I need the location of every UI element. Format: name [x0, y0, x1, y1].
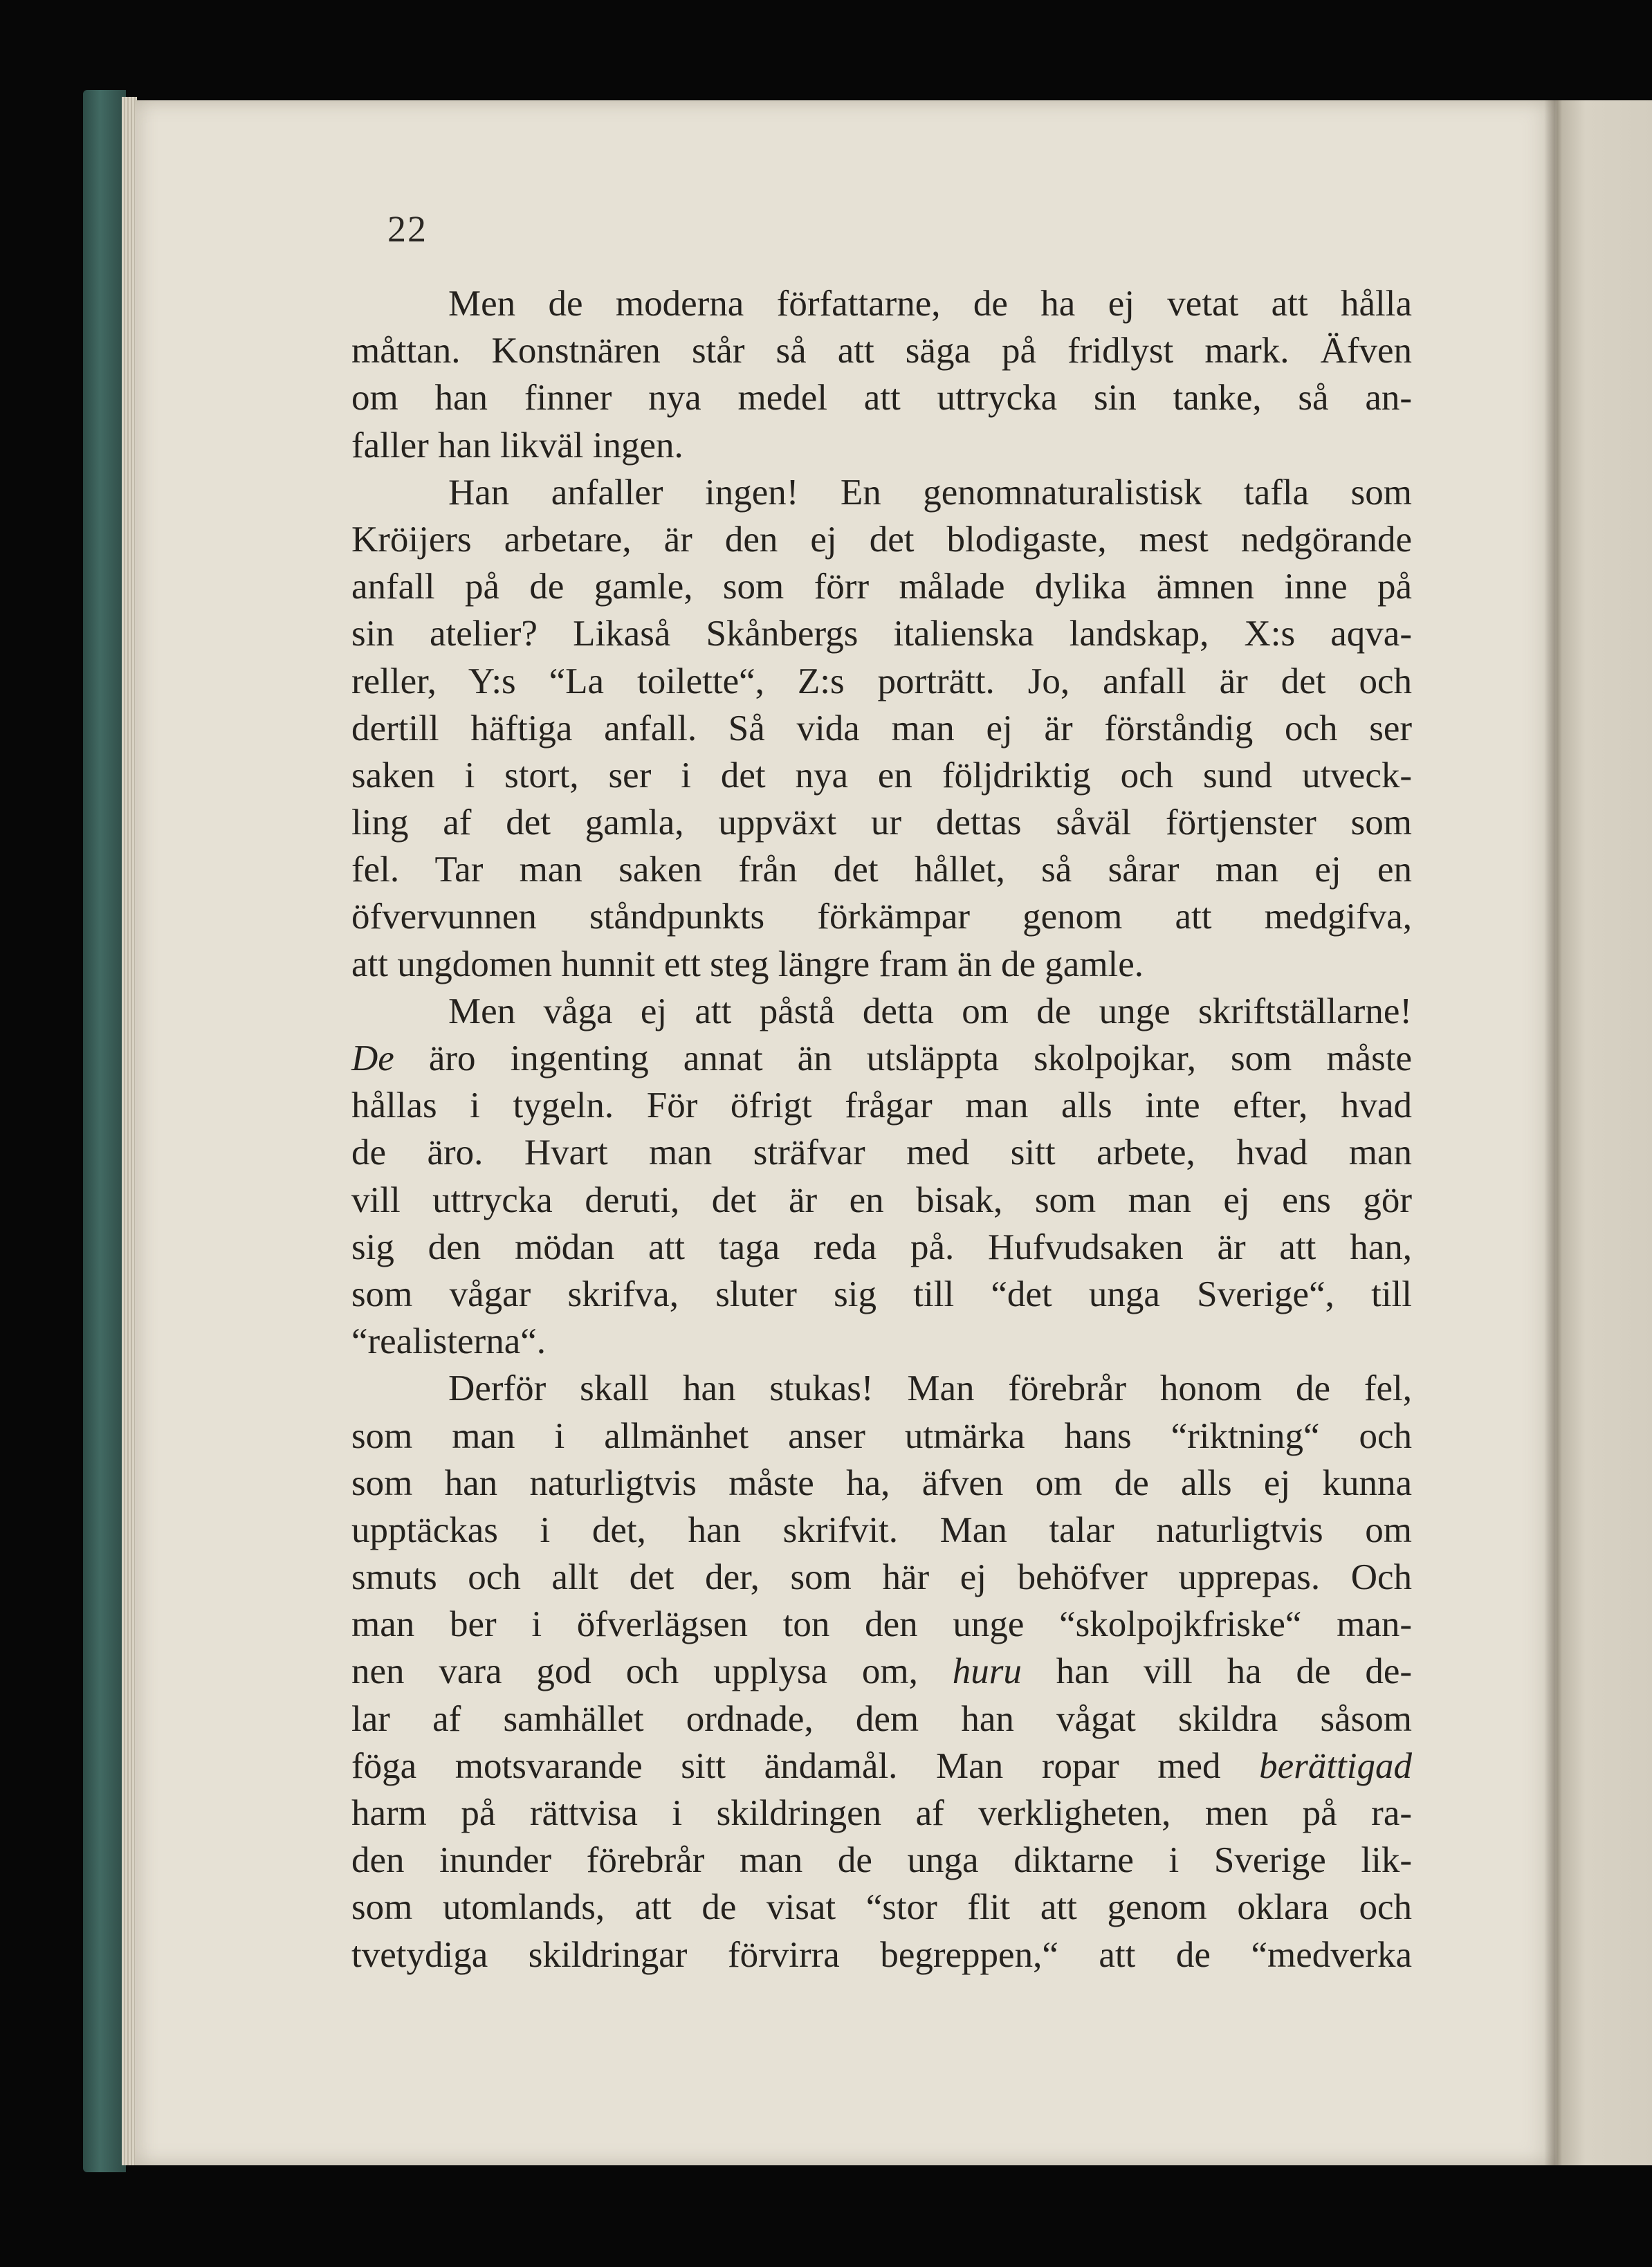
- text-line: [351, 1129, 1412, 1176]
- text-segment: som man i allmänhet anser utmärka hans “riktning“ och: [351, 1415, 1412, 1456]
- text-line: [351, 374, 1412, 421]
- page-gutter: [1544, 100, 1562, 2165]
- text-line: [351, 1224, 1412, 1271]
- text-segment: sin atelier? Likaså Skånbergs italienska landskap, X:s aqva-: [351, 614, 1412, 654]
- text-segment: dertill häftiga anfall. Så vida man ej är förståndig och ser: [351, 708, 1412, 749]
- text-line: [351, 563, 1412, 610]
- text-line: [351, 752, 1412, 799]
- text-segment: som utomlands, att de visat “stor flit att genom oklara och: [351, 1887, 1412, 1928]
- text-segment: saken i stort, ser i det nya en följdriktig och sund utveck-: [351, 755, 1412, 796]
- text-segment: de äro. Hvart man sträfvar med sitt arbete, hvad man: [351, 1132, 1412, 1173]
- page-number: 22: [387, 208, 428, 250]
- text-segment: att ungdomen hunnit ett steg längre fram än de gamle.: [351, 944, 1144, 984]
- text-line: [351, 1743, 1412, 1790]
- text-line: [351, 1460, 1412, 1507]
- text-line: [351, 1035, 1412, 1082]
- text-segment: Derför skall han stukas! Man förebrår honom de fel,: [448, 1368, 1412, 1409]
- text-segment: som han naturligtvis måste ha, äfven om de alls ej kunna: [351, 1462, 1412, 1503]
- text-segment: vill uttrycka deruti, det är en bisak, som man ej ens gör: [351, 1180, 1412, 1220]
- text-line: [351, 1648, 1412, 1695]
- body-text: [351, 280, 1412, 1979]
- text-segment: om han finner nya medel att uttrycka sin tanke, så an-: [351, 378, 1412, 419]
- text-line: [351, 1365, 1412, 1412]
- text-line: [351, 1082, 1412, 1129]
- text-segment: fel. Tar man saken från det hållet, så sårar man ej en: [351, 850, 1412, 890]
- text-line: [351, 1931, 1412, 1979]
- italic-text: De: [351, 1038, 394, 1079]
- text-line: [351, 516, 1412, 563]
- text-segment: föga motsvarande sitt ändamål. Man ropar med: [351, 1745, 1260, 1786]
- text-segment: upptäckas i det, han skrifvit. Man talar naturligtvis om: [351, 1509, 1412, 1550]
- text-segment: lar af samhället ordnade, dem han vågat skildra såsom: [351, 1698, 1412, 1739]
- text-line: [351, 610, 1412, 657]
- text-segment: öfvervunnen ståndpunkts förkämpar genom att medgifva,: [351, 897, 1412, 937]
- text-segment: den inunder förebrår man de unga diktarne i Sverige lik-: [351, 1840, 1412, 1881]
- text-segment: harm på rättvisa i skildringen af verkligheten, men på ra-: [351, 1793, 1412, 1833]
- text-line: [351, 846, 1412, 893]
- text-line: [351, 1177, 1412, 1224]
- text-segment: man ber i öfverlägsen ton den unge “skolpojkfriske“ man-: [351, 1604, 1412, 1645]
- text-segment: Men de moderna författarne, de ha ej vetat att hålla: [448, 284, 1412, 324]
- text-segment: Kröijers arbetare, är den ej det blodigaste, mest nedgörande: [351, 519, 1412, 560]
- text-segment: anfall på de gamle, som förr målade dylika ämnen inne på: [351, 567, 1412, 607]
- text-segment: reller, Y:s “La toilette“, Z:s porträtt. Jo, anfall är det och: [351, 661, 1412, 701]
- text-line: [351, 327, 1412, 374]
- text-segment: sig den mödan att taga reda på. Hufvudsaken är att han,: [351, 1227, 1412, 1267]
- text-segment: nen vara god och upplysa om,: [351, 1651, 953, 1692]
- text-line: [351, 705, 1412, 752]
- text-segment: hållas i tygeln. För öfrigt frågar man alls inte efter, hvad: [351, 1085, 1412, 1126]
- text-line: [351, 1601, 1412, 1648]
- text-line: [351, 1507, 1412, 1554]
- facing-page-edge: [1557, 100, 1652, 2165]
- text-line: [351, 988, 1412, 1035]
- text-line: [351, 1696, 1412, 1743]
- text-line: [351, 941, 1412, 988]
- text-segment: Han anfaller ingen! En genomnaturalistisk tafla som: [448, 472, 1412, 513]
- text-line: [351, 1790, 1412, 1837]
- text-line: [351, 1837, 1412, 1884]
- italic-text: berättigad: [1259, 1745, 1412, 1786]
- text-line: [351, 1318, 1412, 1365]
- text-line: [351, 799, 1412, 846]
- text-line: [351, 658, 1412, 705]
- text-segment: han vill ha de de-: [1021, 1651, 1412, 1692]
- text-line: [351, 280, 1412, 327]
- text-line: [351, 1554, 1412, 1601]
- text-segment: tvetydiga skildringar förvirra begreppen,“ att de “medverka: [351, 1934, 1412, 1975]
- text-line: [351, 1884, 1412, 1931]
- text-segment: smuts och allt det der, som här ej behöfver upprepas. Och: [351, 1557, 1412, 1598]
- text-line: [351, 893, 1412, 940]
- text-segment: måttan. Konstnären står så att säga på fridlyst mark. Äfven: [351, 331, 1412, 371]
- text-segment: ling af det gamla, uppväxt ur dettas såväl förtjenster som: [351, 802, 1412, 843]
- text-line: [351, 422, 1412, 469]
- text-segment: “realisterna“.: [351, 1321, 546, 1362]
- text-line: [351, 1413, 1412, 1460]
- text-line: [351, 469, 1412, 516]
- text-segment: som vågar skrifva, sluter sig till “det unga Sverige“, till: [351, 1274, 1412, 1314]
- text-segment: faller han likväl ingen.: [351, 425, 683, 466]
- text-line: [351, 1271, 1412, 1318]
- text-segment: Men våga ej att påstå detta om de unge skriftställarne!: [448, 991, 1412, 1031]
- book-spine: [83, 90, 126, 2172]
- italic-text: huru: [952, 1651, 1022, 1692]
- text-segment: äro ingenting annat än utsläppta skolpojkar, som måste: [394, 1038, 1412, 1079]
